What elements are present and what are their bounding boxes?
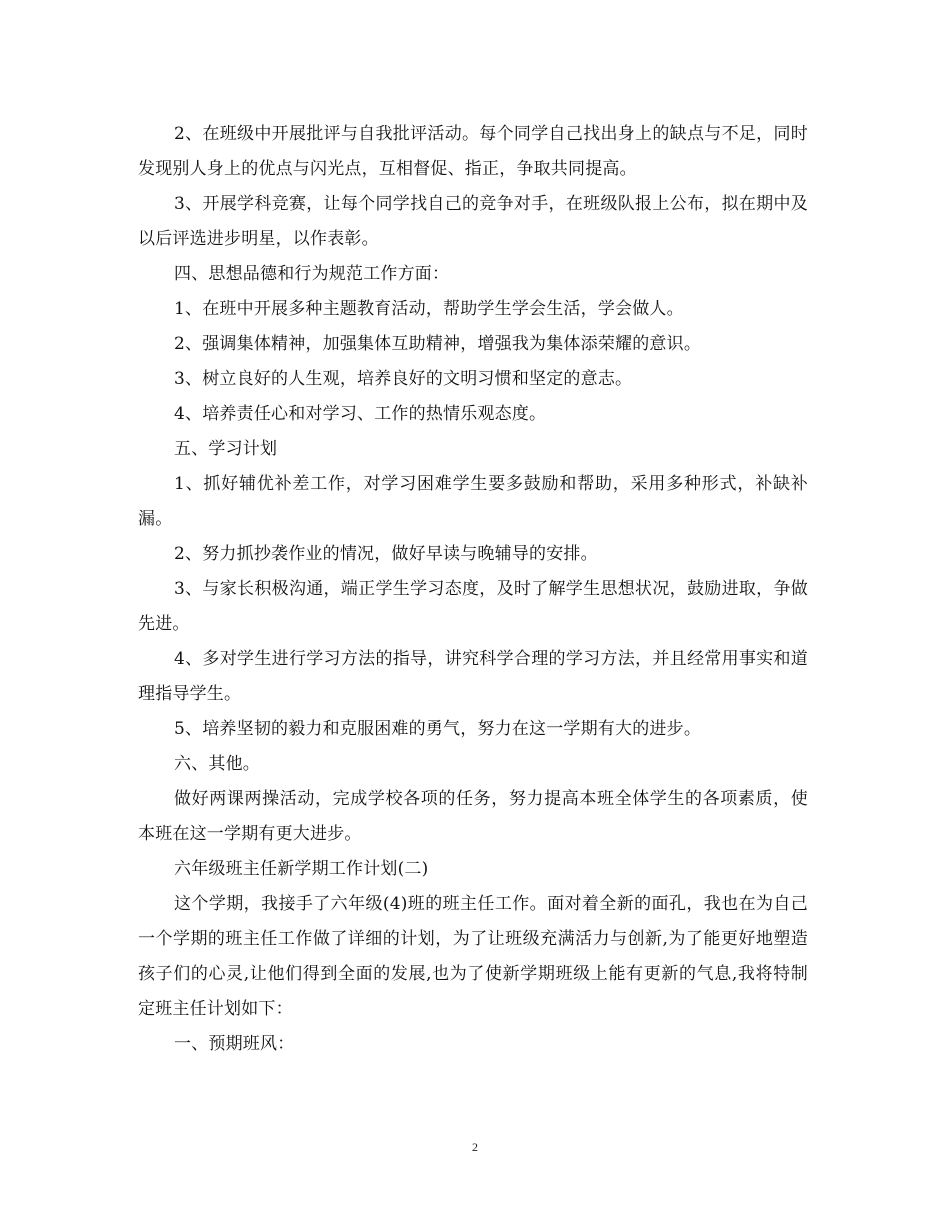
section-heading-6-other: 六、其他。 xyxy=(174,754,260,774)
paragraph-item-3-competition: 3、开展学科竞赛，让每个同学找自己的竞争对手，在班级队报上公布，拟在期中及以后评选进步明星，以作表彰。 xyxy=(138,194,808,249)
paragraph-item-2-homework: 2、努力抓抄袭作业的情况，做好早读与晚辅导的安排。 xyxy=(174,544,598,564)
section-heading-1-class-style: 一、预期班风： xyxy=(174,1034,295,1054)
paragraph-item-2-criticism: 2、在班级中开展批评与自我批评活动。每个同学自己找出身上的缺点与不足，同时发现别人身上的优点与闪光点，互相督促、指正，争取共同提高。 xyxy=(138,124,808,179)
paragraph-other-activities: 做好两课两操活动，完成学校各项的任务，努力提高本班全体学生的各项素质，使本班在这一学期有更大进步。 xyxy=(138,789,808,844)
paragraph-item-5-perseverance: 5、培养坚韧的毅力和克服困难的勇气，努力在这一学期有大的进步。 xyxy=(174,719,702,739)
section-heading-5-study-plan: 五、学习计划 xyxy=(174,439,278,459)
paragraph-item-1-themes: 1、在班中开展多种主题教育活动，帮助学生学会生活，学会做人。 xyxy=(174,299,684,319)
paragraph-item-3-outlook: 3、树立良好的人生观，培养良好的文明习惯和坚定的意志。 xyxy=(174,369,633,389)
document-title-part-two: 六年级班主任新学期工作计划(二) xyxy=(174,859,429,879)
paragraph-item-2-collective: 2、强调集体精神，加强集体互助精神，增强我为集体添荣耀的意识。 xyxy=(174,334,702,354)
section-heading-4-moral: 四、思想品德和行为规范工作方面： xyxy=(174,264,450,284)
paragraph-item-1-tutoring: 1、抓好辅优补差工作，对学习困难学生要多鼓励和帮助，采用多种形式，补缺补漏。 xyxy=(138,474,808,529)
paragraph-item-4-responsibility: 4、培养责任心和对学习、工作的热情乐观态度。 xyxy=(174,404,547,424)
page-number: 2 xyxy=(472,1140,478,1154)
document-body xyxy=(138,117,808,1062)
paragraph-introduction: 这个学期，我接手了六年级(4)班的班主任工作。面对着全新的面孔，我也在为自己一个学期的班主任工作做了详细的计划，为了让班级充满活力与创新,为了能更好地塑造孩子们的心灵,让他们得到全面的发展,也为了使新学期班级上能有更新的气息,我将特制定班主任计划如下： xyxy=(138,894,808,1019)
paragraph-item-3-parents: 3、与家长积极沟通，端正学生学习态度，及时了解学生思想状况，鼓励进取，争做先进。 xyxy=(138,579,808,634)
paragraph-item-4-methods: 4、多对学生进行学习方法的指导，讲究科学合理的学习方法，并且经常用事实和道理指导学生。 xyxy=(138,649,808,704)
